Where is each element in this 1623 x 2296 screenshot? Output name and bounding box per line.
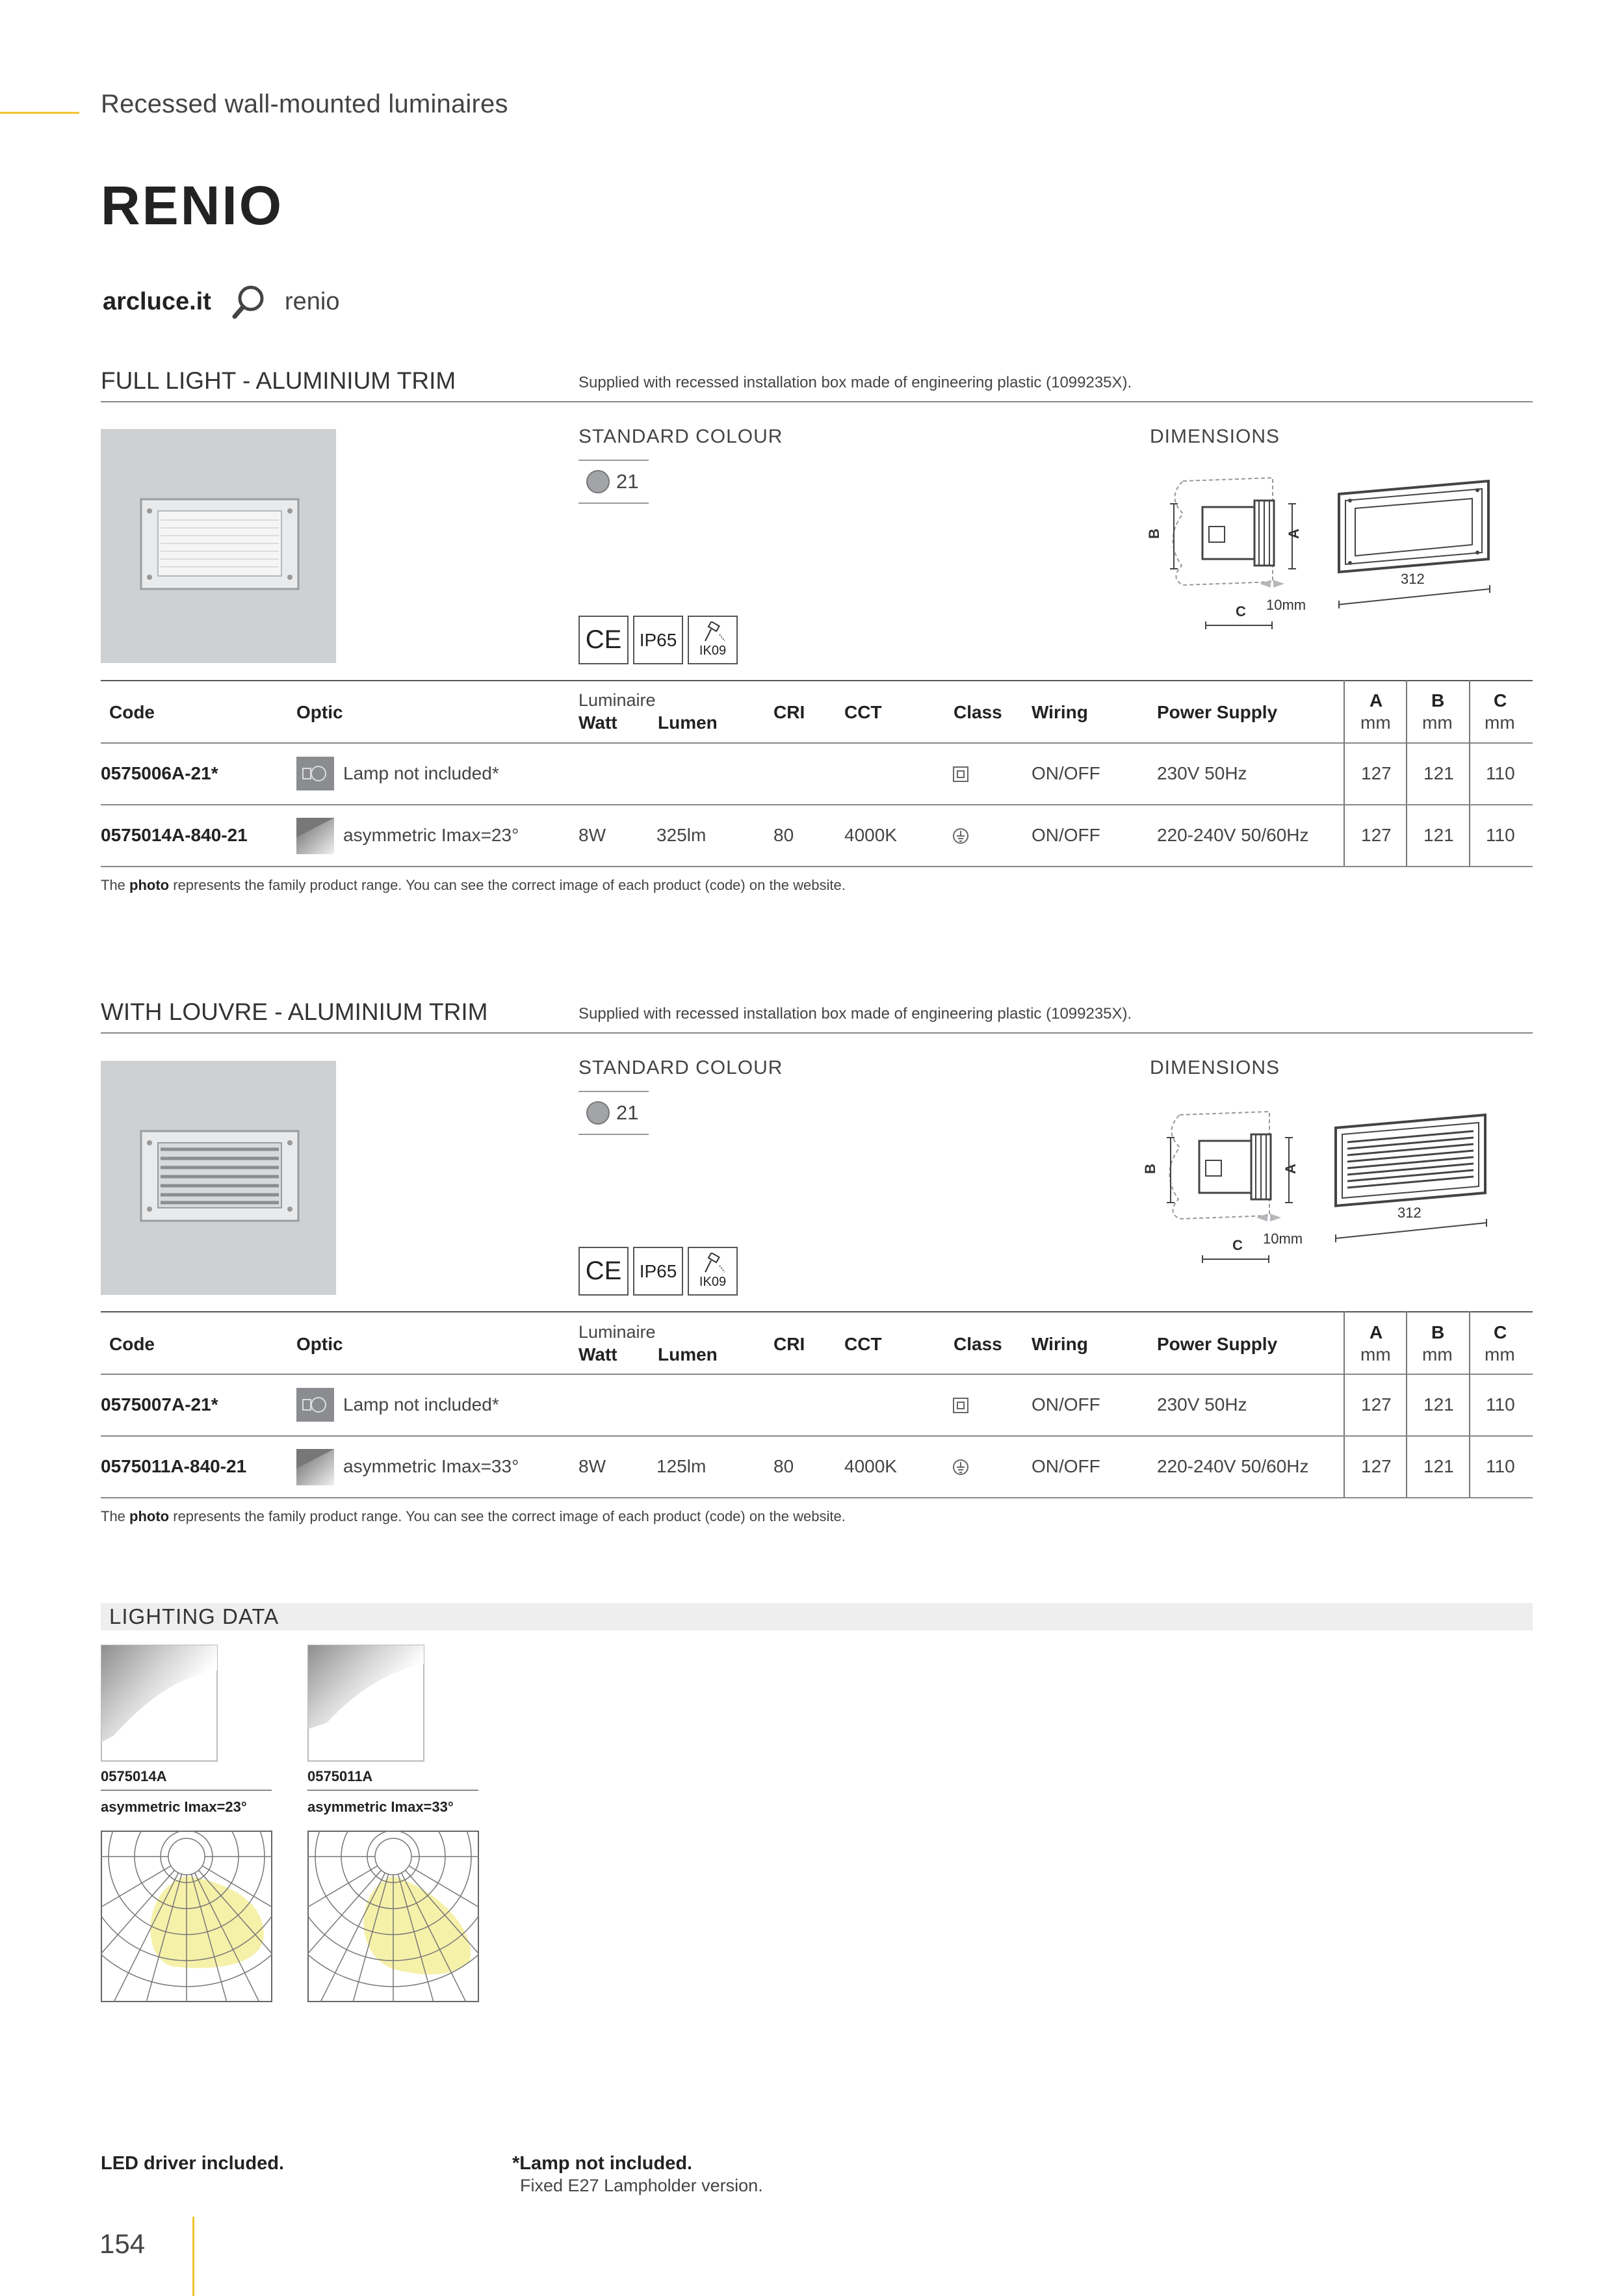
section-divider — [101, 1032, 1533, 1034]
colour-swatch-grey — [586, 1101, 610, 1125]
row-power: 230V 50Hz — [1157, 1394, 1247, 1415]
row-code: 0575007A-21* — [101, 1394, 218, 1415]
row-dim-b: 121 — [1423, 1394, 1454, 1415]
row-divider — [101, 804, 1533, 805]
row-dim-b: 121 — [1423, 825, 1454, 845]
row-dim-a: 127 — [1361, 763, 1392, 783]
col-header-code: Code — [109, 702, 155, 722]
hammer-icon — [700, 1253, 726, 1275]
lamp-note-text: Fixed E27 Lampholder version. — [520, 2176, 763, 2195]
col-header-a: A — [1370, 690, 1383, 711]
photo-note: The photo represents the family product range. You can see the correct image of each product (code) on the website. — [101, 1508, 846, 1524]
col-header-code: Code — [109, 1334, 155, 1354]
col-header-a-unit: mm — [1360, 1344, 1391, 1364]
section-title: WITH LOUVRE - ALUMINIUM TRIM — [101, 998, 488, 1025]
lighting-data-header-bar — [101, 1603, 1533, 1630]
col-header-lumen: Lumen — [658, 712, 718, 733]
standard-colour-label: STANDARD COLOUR — [578, 1057, 783, 1078]
ip-rating-badge: IP65 — [633, 1247, 683, 1296]
table-vline-b — [1406, 680, 1407, 867]
row-lumen: 125lm — [656, 1456, 707, 1476]
table-top-border — [101, 1311, 1533, 1312]
asymmetric-optic-icon — [296, 1449, 334, 1485]
dimension-gap-label: 10mm — [1263, 1231, 1303, 1247]
col-header-class: Class — [954, 702, 1002, 722]
section-divider — [101, 401, 1533, 402]
row-wiring: ON/OFF — [1032, 1456, 1100, 1476]
ik-rating-badge: IK09 — [688, 616, 738, 664]
class-ii-icon — [952, 1397, 969, 1414]
col-header-a: A — [1370, 1322, 1383, 1342]
dimension-c-label: C — [1232, 1237, 1243, 1253]
col-header-wiring: Wiring — [1032, 1334, 1088, 1354]
col-header-b-unit: mm — [1422, 712, 1453, 733]
col-header-class: Class — [954, 1334, 1002, 1354]
class-i-earth-icon — [952, 828, 969, 844]
row-code: 0575011A-840-21 — [101, 1456, 247, 1476]
category-heading: Recessed wall-mounted luminaires — [101, 90, 508, 118]
section-note: Supplied with recessed installation box made of engineering plastic (1099235X). — [578, 1005, 1132, 1023]
table-vline-a — [1344, 1311, 1345, 1498]
lamp-icon — [296, 757, 334, 790]
col-header-power: Power Supply — [1157, 1334, 1278, 1354]
row-cri: 80 — [773, 1456, 794, 1476]
row-cct: 4000K — [844, 1456, 897, 1476]
search-term: renio — [285, 288, 340, 315]
col-header-cct: CCT — [844, 702, 882, 722]
col-header-watt: Watt — [578, 1344, 617, 1364]
table-top-border — [101, 680, 1533, 681]
colour-code: 21 — [616, 1101, 639, 1124]
col-header-optic: Optic — [296, 1334, 343, 1354]
colour-swatch-box — [578, 1091, 649, 1135]
col-header-c: C — [1494, 1322, 1507, 1342]
ip-rating-badge: IP65 — [633, 616, 683, 664]
section-title: FULL LIGHT - ALUMINIUM TRIM — [101, 367, 456, 394]
lighting-item-code: 0575011A — [307, 1768, 373, 1784]
col-header-b-unit: mm — [1422, 1344, 1453, 1364]
standard-colour-label: STANDARD COLOUR — [578, 426, 783, 447]
row-dim-c: 110 — [1486, 1456, 1515, 1476]
col-header-cri: CRI — [773, 702, 805, 722]
product-photo — [101, 429, 336, 663]
table-bottom-border — [101, 1497, 1533, 1498]
asymmetric-optic-icon — [296, 818, 334, 854]
dimensions-drawing — [1141, 1108, 1492, 1271]
row-power: 220-240V 50/60Hz — [1157, 1456, 1309, 1476]
lighting-item-optic: asymmetric Imax=33° — [307, 1799, 454, 1815]
col-header-watt: Watt — [578, 712, 617, 733]
dimensions-label: DIMENSIONS — [1150, 1057, 1280, 1078]
row-lumen: 325lm — [656, 825, 707, 845]
dimension-b-label: B — [1141, 1164, 1158, 1174]
col-header-c-unit: mm — [1485, 1344, 1515, 1364]
section-note: Supplied with recessed installation box made of engineering plastic (1099235X). — [578, 374, 1132, 391]
lighting-data-title: LIGHTING DATA — [109, 1604, 279, 1628]
row-watt: 8W — [578, 825, 606, 845]
col-header-b: B — [1431, 690, 1445, 711]
col-header-c-unit: mm — [1485, 712, 1515, 733]
dimension-a-label: A — [1282, 1164, 1299, 1174]
polar-diagram — [307, 1831, 479, 2002]
beam-preview-thumbnail — [101, 1645, 218, 1762]
product-photo — [101, 1061, 336, 1295]
col-header-luminaire: Luminaire — [578, 690, 656, 710]
led-driver-note: LED driver included. — [101, 2153, 284, 2174]
col-header-optic: Optic — [296, 702, 343, 722]
row-watt: 8W — [578, 1456, 606, 1476]
class-i-earth-icon — [952, 1459, 969, 1476]
row-divider — [101, 1435, 1533, 1437]
row-wiring: ON/OFF — [1032, 1394, 1100, 1415]
row-code: 0575014A-840-21 — [101, 825, 248, 845]
row-optic: asymmetric Imax=33° — [343, 1456, 519, 1476]
colour-code: 21 — [616, 470, 639, 493]
col-header-wiring: Wiring — [1032, 702, 1088, 722]
ik-rating-badge: IK09 — [688, 1247, 738, 1296]
lighting-item-divider — [101, 1790, 272, 1791]
lighting-item-divider — [307, 1790, 478, 1791]
row-dim-b: 121 — [1423, 763, 1454, 783]
ce-mark: CE — [578, 616, 629, 664]
col-header-lumen: Lumen — [658, 1344, 718, 1364]
table-vline-b — [1406, 1311, 1407, 1498]
row-dim-c: 110 — [1486, 825, 1515, 845]
table-vline-c — [1469, 1311, 1470, 1498]
dimension-a-label: A — [1285, 528, 1302, 539]
dimensions-drawing — [1144, 475, 1495, 637]
col-header-luminaire: Luminaire — [578, 1322, 656, 1342]
table-vline-c — [1469, 680, 1470, 867]
table-vline-a — [1344, 680, 1345, 867]
colour-swatch-box — [578, 460, 649, 504]
ce-mark: CE — [578, 1247, 629, 1296]
lighting-item-optic: asymmetric Imax=23° — [101, 1799, 247, 1815]
row-dim-a: 127 — [1361, 1456, 1392, 1476]
class-ii-icon — [952, 766, 969, 783]
dimension-width-label: 312 — [1397, 1205, 1422, 1221]
lamp-icon — [296, 1388, 334, 1422]
row-power: 230V 50Hz — [1157, 763, 1247, 783]
dimension-b-label: B — [1145, 528, 1162, 539]
dimension-c-label: C — [1236, 603, 1246, 620]
page-number: 154 — [99, 2228, 146, 2259]
col-header-power: Power Supply — [1157, 702, 1278, 722]
row-dim-a: 127 — [1361, 1394, 1392, 1415]
row-optic: asymmetric Imax=23° — [343, 825, 519, 845]
dimension-width-label: 312 — [1401, 571, 1425, 587]
row-wiring: ON/OFF — [1032, 763, 1100, 783]
hammer-icon — [700, 621, 726, 644]
row-optic: Lamp not included* — [343, 1394, 499, 1415]
table-header-border — [101, 742, 1533, 744]
colour-swatch-grey — [586, 470, 610, 493]
row-cri: 80 — [773, 825, 794, 845]
row-cct: 4000K — [844, 825, 897, 845]
row-code: 0575006A-21* — [101, 763, 218, 783]
col-header-b: B — [1431, 1322, 1445, 1342]
lamp-note-title: *Lamp not included. — [512, 2153, 693, 2174]
col-header-c: C — [1494, 690, 1507, 711]
beam-preview-thumbnail — [307, 1645, 424, 1762]
dimensions-label: DIMENSIONS — [1150, 426, 1280, 447]
row-dim-c: 110 — [1486, 763, 1515, 783]
dimension-gap-label: 10mm — [1266, 597, 1306, 613]
row-power: 220-240V 50/60Hz — [1157, 825, 1309, 845]
search-icon — [231, 284, 265, 319]
website-link[interactable]: arcluce.it — [103, 288, 211, 315]
row-dim-c: 110 — [1486, 1394, 1515, 1415]
table-header-border — [101, 1374, 1533, 1375]
polar-diagram — [101, 1831, 272, 2002]
table-bottom-border — [101, 866, 1533, 867]
col-header-a-unit: mm — [1360, 712, 1391, 733]
photo-note: The photo represents the family product range. You can see the correct image of each product (code) on the website. — [101, 877, 846, 893]
row-optic: Lamp not included* — [343, 763, 499, 783]
product-title: RENIO — [101, 175, 284, 236]
row-dim-a: 127 — [1361, 825, 1392, 845]
lighting-item-code: 0575014A — [101, 1768, 167, 1784]
col-header-cri: CRI — [773, 1334, 805, 1354]
footer-accent-line — [192, 2217, 194, 2296]
col-header-cct: CCT — [844, 1334, 882, 1354]
row-wiring: ON/OFF — [1032, 825, 1100, 845]
row-dim-b: 121 — [1423, 1456, 1454, 1476]
header-accent-line — [0, 112, 79, 114]
